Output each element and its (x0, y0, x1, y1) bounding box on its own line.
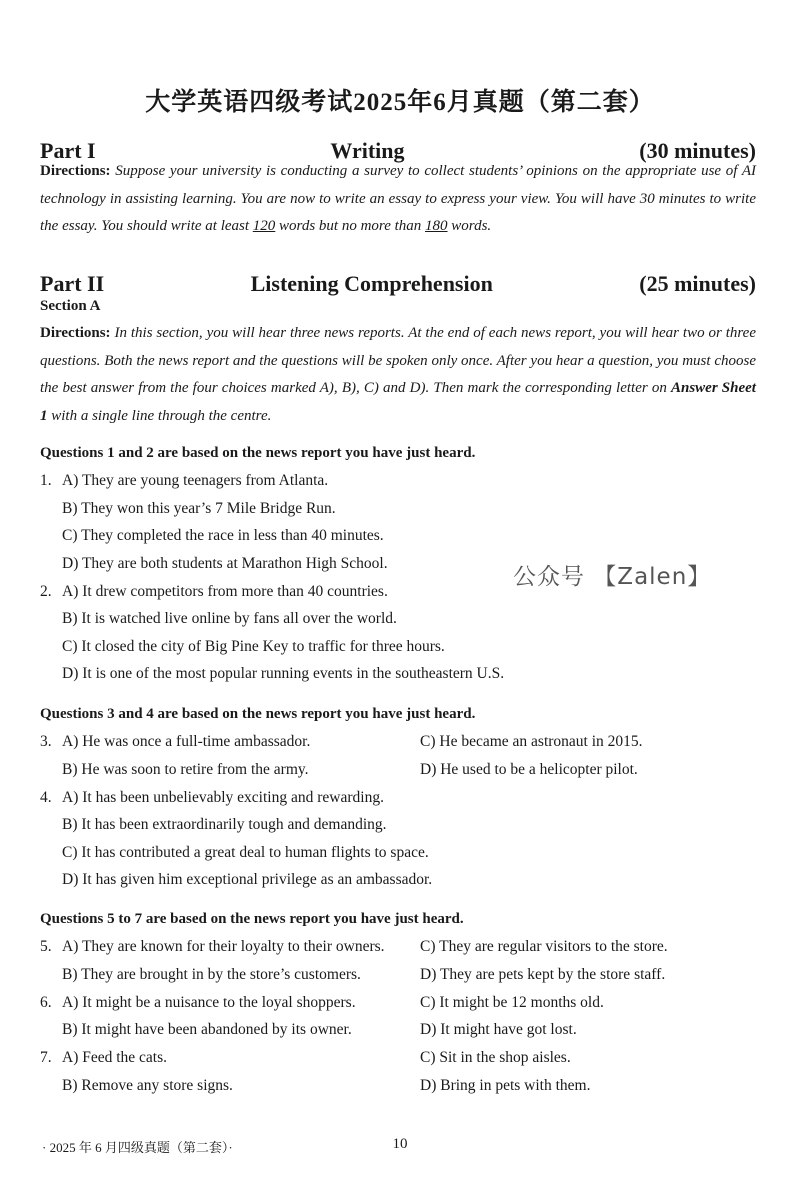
part1-name: Writing (330, 138, 405, 163)
min-word-count: 120 (252, 218, 276, 235)
page-number: 10 (392, 1136, 408, 1152)
question-number: 4. (40, 789, 52, 806)
part1-directions (40, 158, 756, 241)
part1-directions-text-a: Suppose your university is conducting a survey to collect students’ opinions on the appropriate use of AI technology in assisting learning. You are now to write an essay to express your view. You will have 30 minutes to write the essay. You should write at least (40, 163, 756, 235)
answer-sheet-ref: Answer Sheet 1 (40, 380, 756, 424)
option-d: D) Bring in pets with them. (420, 1077, 591, 1094)
footer-label: · 2025 年 6 月四级真题（第二套）· (42, 1140, 233, 1155)
part1-directions-text-b: words but no more than (275, 218, 426, 235)
max-word-count: 180 (425, 218, 448, 235)
question-number: 3. (40, 733, 52, 750)
section-a-label: Section A (40, 298, 101, 314)
option-c: C) They completed the race in less than 40 minutes. (62, 527, 384, 544)
part1-directions-label: Directions: (40, 163, 111, 179)
part1-label: Part I (40, 138, 96, 163)
part2-time: (25 minutes) (639, 271, 756, 296)
question-group-header: Questions 3 and 4 are based on the news report you have just heard. (40, 706, 476, 722)
option-d: D) It is one of the most popular running events in the southeastern U.S. (62, 665, 505, 682)
option-d: D) He used to be a helicopter pilot. (420, 761, 638, 778)
option-c: C) He became an astronaut in 2015. (420, 733, 643, 750)
page-title: 大学英语四级考试2025年6月真题（第二套） (145, 89, 655, 116)
part2-directions-text-a: In this section, you will hear three news reports. At the end of each news report, you will hear two or three questions. Both the news report and the questions will be spoken only once. After you hear a question, you must choose the best answer from the four choices marked A), B), C) and D). Then mark the corresponding letter on (40, 325, 756, 397)
option-a: A) It might be a nuisance to the loyal shoppers. (62, 994, 356, 1011)
option-c: C) It has contributed a great deal to human flights to space. (62, 844, 429, 861)
option-b: B) They are brought in by the store’s customers. (62, 966, 361, 983)
option-c: C) Sit in the shop aisles. (420, 1049, 571, 1066)
part2-header (40, 271, 756, 297)
option-c: C) They are regular visitors to the store. (420, 938, 668, 955)
question-number: 2. (40, 583, 52, 600)
question-group-header: Questions 5 to 7 are based on the news report you have just heard. (40, 911, 464, 927)
part2-name: Listening Comprehension (250, 271, 493, 296)
option-b: B) It is watched live online by fans all over the world. (62, 610, 397, 627)
option-b: B) It has been extraordinarily tough and demanding. (62, 816, 387, 833)
option-a: A) They are known for their loyalty to their owners. (62, 938, 385, 955)
part2-directions-label: Directions: (40, 325, 111, 341)
question-number: 7. (40, 1049, 52, 1066)
question-number: 6. (40, 994, 52, 1011)
watermark: 公众号 【Zalen】 (513, 564, 712, 590)
option-b: B) They won this year’s 7 Mile Bridge Run. (62, 500, 336, 517)
option-a: A) He was once a full-time ambassador. (62, 733, 311, 750)
question-group-header: Questions 1 and 2 are based on the news report you have just heard. (40, 445, 476, 461)
option-d: D) They are both students at Marathon High School. (62, 555, 388, 572)
question-number: 5. (40, 938, 52, 955)
option-b: B) Remove any store signs. (62, 1077, 233, 1094)
option-a: A) It has been unbelievably exciting and rewarding. (62, 789, 384, 806)
option-a: A) Feed the cats. (62, 1049, 168, 1066)
question-number: 1. (40, 472, 52, 489)
part1-time: (30 minutes) (639, 138, 756, 163)
option-c: C) It might be 12 months old. (420, 994, 604, 1011)
option-b: B) He was soon to retire from the army. (62, 761, 309, 778)
part1-directions-text-c: words. (447, 218, 492, 235)
part2-directions (40, 320, 756, 430)
part2-directions-text-b: with a single line through the centre. (47, 407, 272, 424)
option-b: B) It might have been abandoned by its owner. (62, 1021, 352, 1038)
option-d: D) They are pets kept by the store staff. (420, 966, 666, 983)
option-d: D) It has given him exceptional privilege as an ambassador. (62, 871, 433, 888)
option-a: A) It drew competitors from more than 40 countries. (62, 583, 388, 600)
option-d: D) It might have got lost. (420, 1021, 577, 1038)
option-a: A) They are young teenagers from Atlanta. (62, 472, 329, 489)
option-c: C) It closed the city of Big Pine Key to traffic for three hours. (62, 638, 445, 655)
part2-label: Part II (40, 271, 105, 296)
